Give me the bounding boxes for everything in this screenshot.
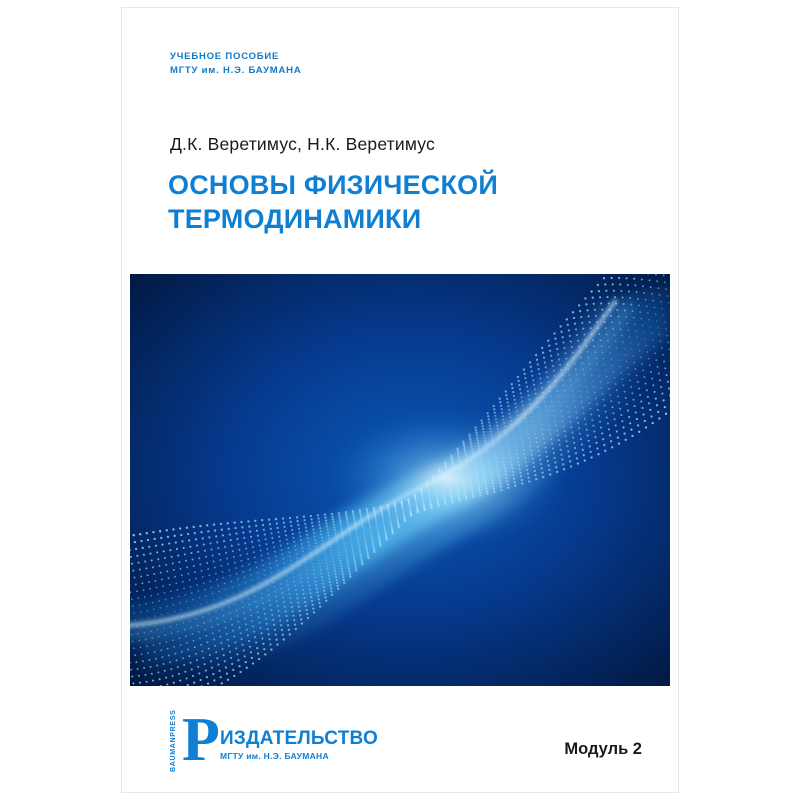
authors: Д.К. Веретимус, Н.К. Веретимус <box>170 134 435 154</box>
series-caption <box>170 50 302 78</box>
book-title-line1: ОСНОВЫ ФИЗИЧЕСКОЙ <box>168 170 498 200</box>
book-title <box>168 168 638 236</box>
publisher-name: ИЗДАТЕЛЬСТВО <box>220 728 378 749</box>
publisher-monogram-icon: P <box>182 706 220 774</box>
book-cover <box>122 8 678 792</box>
series-caption-line1: УЧЕБНОЕ ПОСОБИЕ <box>170 51 280 62</box>
series-caption-line2: МГТУ им. Н.Э. БАУМАНА <box>170 65 302 76</box>
artwork-graphic <box>130 274 670 686</box>
cover-artwork <box>130 274 670 686</box>
module-label: Модуль 2 <box>564 740 642 758</box>
publisher-subtitle: МГТУ им. Н.Э. БАУМАНА <box>220 751 329 761</box>
publisher-block <box>168 708 378 774</box>
book-title-line2: ТЕРМОДИНАМИКИ <box>168 204 422 234</box>
publisher-logo <box>168 706 220 774</box>
publisher-text <box>220 708 378 761</box>
publisher-vertical-mark: BAUMANPRESS <box>170 709 177 773</box>
